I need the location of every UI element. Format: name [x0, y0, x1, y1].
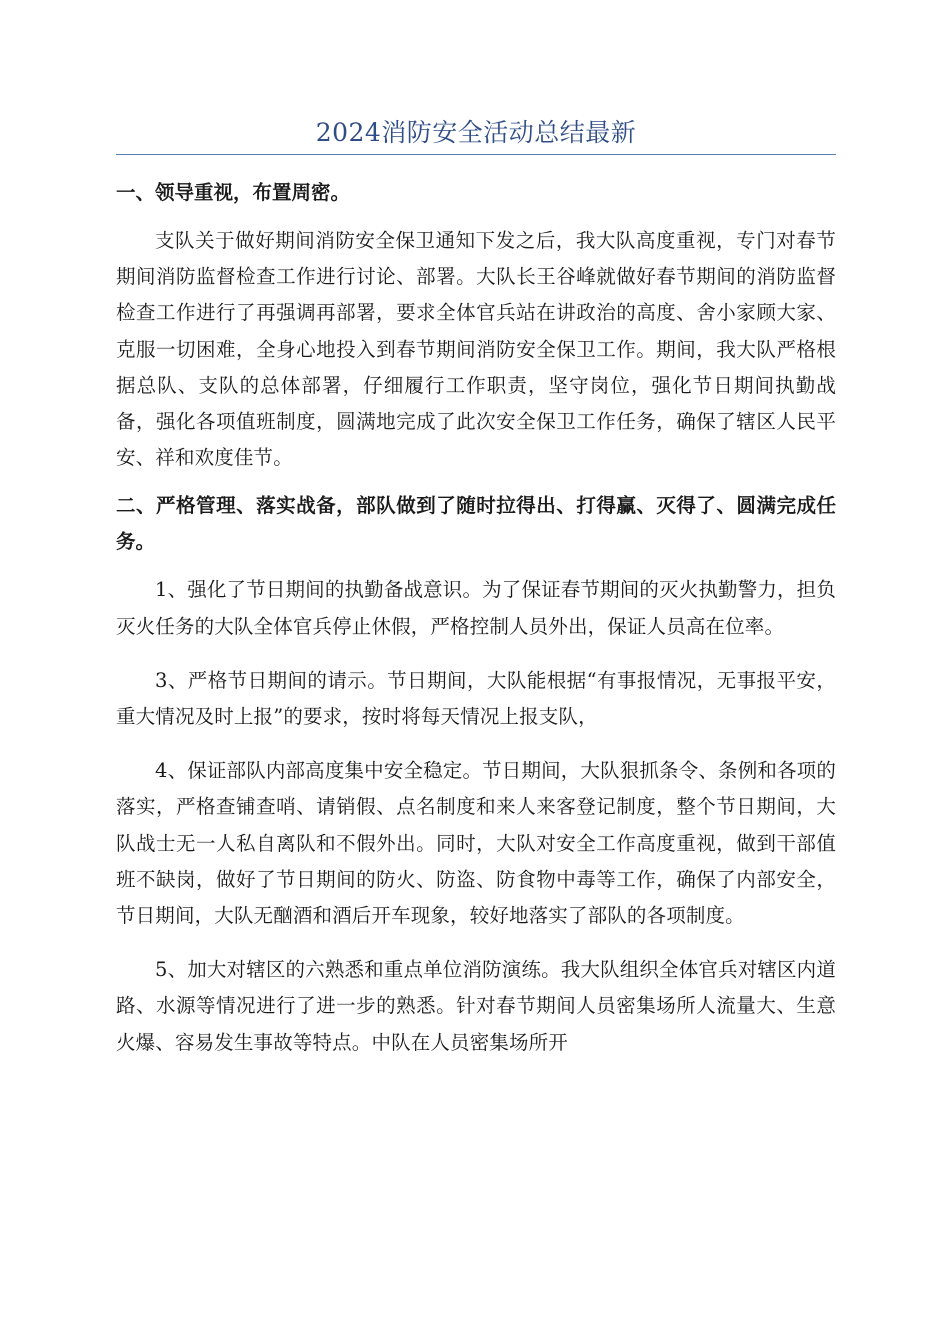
section-1-heading: 一、领导重视，布置周密。 [116, 181, 351, 204]
item-3-paragraph: 3、严格节日期间的请示。节日期间，大队能根据“有事报情况，无事报平安，重大情况及时上报”的要求，按时将每天情况上报支队， [116, 668, 836, 729]
section-2-heading: 二、严格管理、落实战备，部队做到了随时拉得出、打得赢、灭得了、圆满完成任务。 [116, 494, 836, 554]
title-block [116, 112, 836, 155]
item-5-paragraph: 5、加大对辖区的六熟悉和重点单位消防演练。我大队组织全体官兵对辖区内道路、水源等情况进行了进一步的熟悉。针对春节期间人员密集场所人流量大、生意火爆、容易发生事故等特点。中队在人员密集场所开 [116, 958, 836, 1054]
item-1-paragraph: 1、强化了节日期间的执勤备战意识。为了保证春节期间的灭火执勤警力，担负灭火任务的大队全体官兵停止休假，严格控制人员外出，保证人员高在位率。 [116, 578, 836, 638]
document-page [116, 0, 836, 1061]
section-1-paragraph: 支队关于做好期间消防安全保卫通知下发之后，我大队高度重视，专门对春节期间消防监督检查工作进行讨论、部署。大队长王谷峰就做好春节期间的消防监督检查工作进行了再强调再部署，要求全体官兵站在讲政治的高度、舍小家顾大家、克服一切困难，全身心地投入到春节期间消防安全保卫工作。期间，我大队严格根据总队、支队的总体部署，仔细履行工作职责，坚守岗位，强化节日期间执勤战备，强化各项值班制度，圆满地完成了此次安全保卫工作任务，确保了辖区人民平安、祥和欢度佳节。 [116, 229, 836, 470]
document-title: 2024消防安全活动总结最新 [315, 118, 637, 147]
item-4-paragraph: 4、保证部队内部高度集中安全稳定。节日期间，大队狠抓条令、条例和各项的落实，严格查铺查哨、请销假、点名制度和来人来客登记制度，整个节日期间，大队战士无一人私自离队和不假外出。同时，大队对安全工作高度重视，做到干部值班不缺岗，做好了节日期间的防火、防盗、防食物中毒等工作，确保了内部安全，节日期间，大队无酗酒和酒后开车现象，较好地落实了部队的各项制度。 [116, 759, 836, 928]
